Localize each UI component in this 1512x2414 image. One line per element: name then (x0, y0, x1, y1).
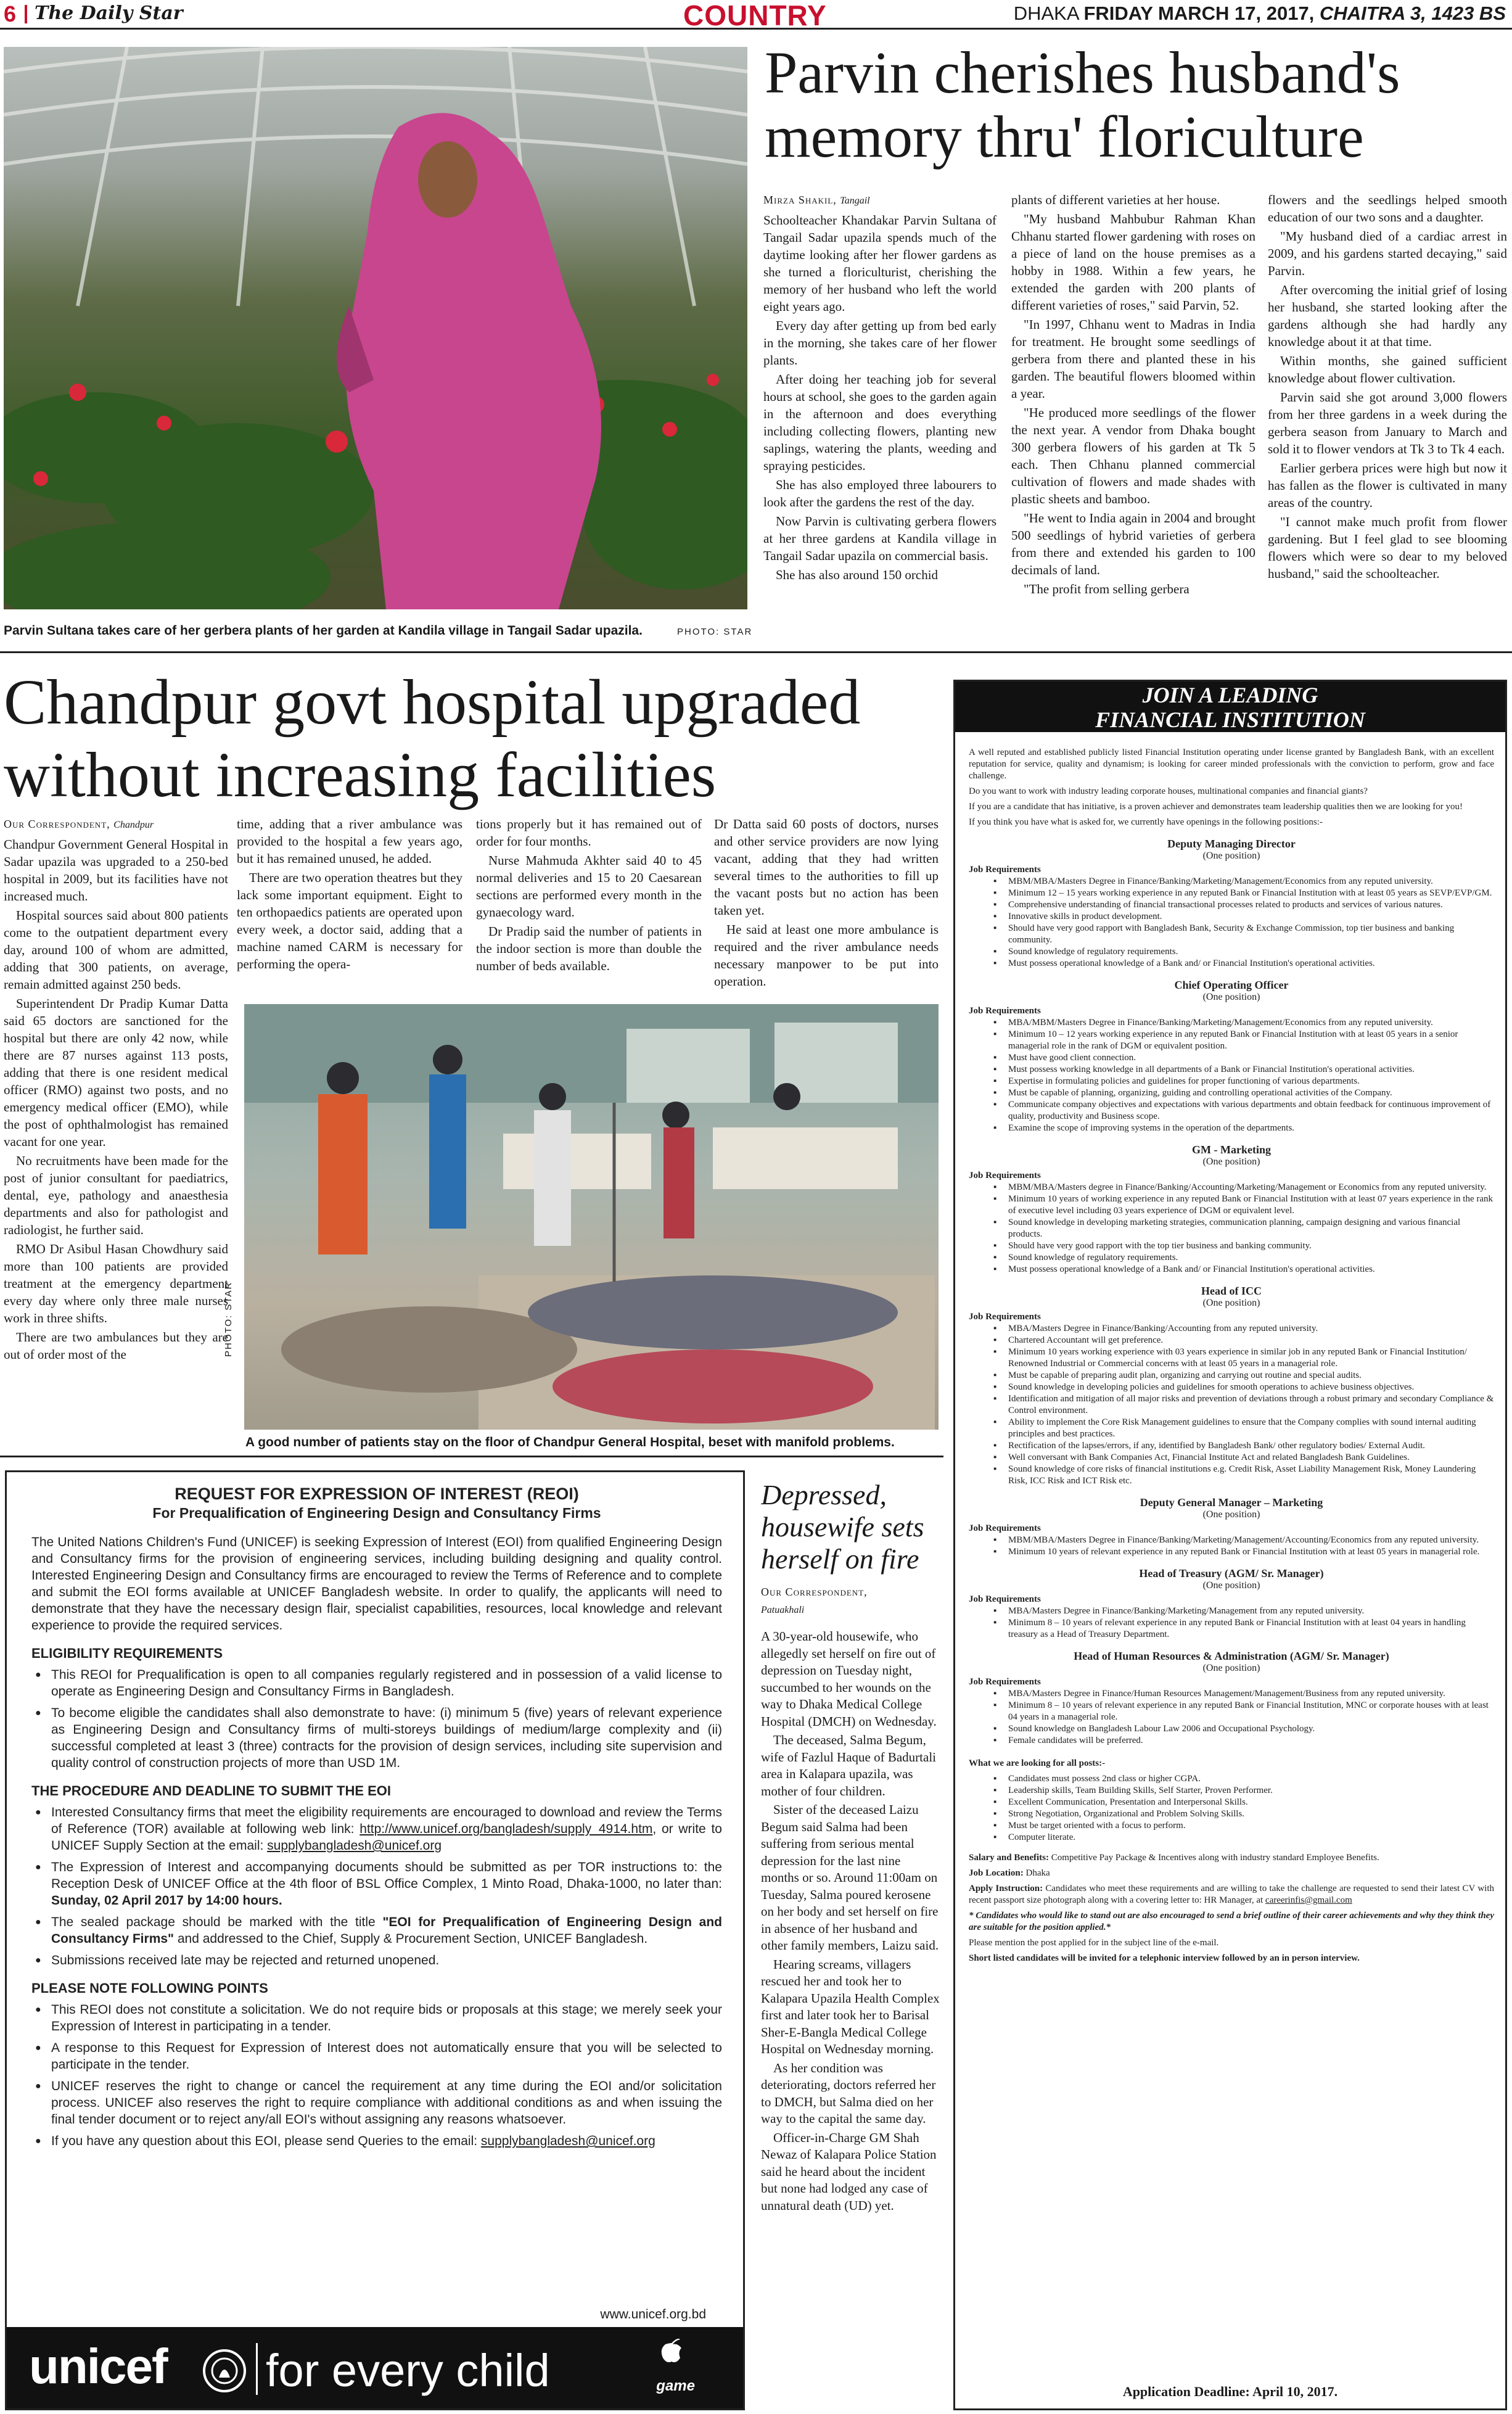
position-title: Head of Treasury (AGM/ Sr. Manager) (1139, 1567, 1324, 1580)
paragraph: "He went to India again in 2004 and brought 500 seedlings of hybrid varieties of gerbera from there and extended his garden to 100 decimals of land. (1011, 511, 1255, 577)
reoi-intro: The United Nations Children's Fund (UNICEF) is seeking Expression of Interest (EOI) from qualified Engineering Design and Consultancy firms for the provision of engineering services, including building designing and quality control. Interested Engineering Design and Consultancy firms are encouraged to review the Terms of Reference and to complete and submit the EOI forms available at UNICEF Bangladesh website. In order to qualify, the applicants will need to demonstrate that they have the necessary design flair, specialist capabilities, resources, local knowledge and relevant experience to provide the required services. (31, 1535, 722, 1633)
unicef-tagline: for every child (266, 2345, 550, 2396)
byline-name: Mirza Shakil, (763, 194, 837, 206)
byline-name: Our Correspondent, (761, 1586, 868, 1598)
dateline (1014, 2, 1506, 25)
reoi-section-title: PLEASE NOTE FOLLOWING POINTS (31, 1980, 268, 1996)
story2-column-3 (476, 815, 702, 1000)
procedure-text: , or write to UNICEF Supply Section at the email: (51, 1822, 722, 1853)
requirement-item: ▪ Sound knowledge of regulatory requirements. (1008, 946, 1494, 958)
requirement-item: ▪ Ability to implement the Core Risk Management guidelines to ensure that the Company complies with sound internal auditing principles and best practices. (1008, 1417, 1494, 1440)
salary-info (969, 1852, 1494, 1864)
ad-intro: If you are a candidate that has initiative, is a proven achiever and demonstrates team leadership qualities then we are looking for you! (969, 802, 1463, 812)
paragraph: There are two operation theatres but they lack some important equipment. Eight to ten orthopaedics patients are operated upon every week, a doctor said, adding that a machine named CARM is necessary for performing the opera- (237, 870, 462, 971)
unicef-website[interactable]: www.unicef.org.bd (600, 2307, 706, 2321)
requirement-item: ▪ MBM/MBA/Masters Degree in Finance/Banking/Marketing/Management/Economics from any reputed university. (1008, 876, 1494, 888)
reoi-section-title: THE PROCEDURE AND DEADLINE TO SUBMIT THE EOI (31, 1783, 392, 1798)
ad-intro: Do you want to work with industry leading corporate houses, multinational companies and financial giants? (969, 786, 1368, 796)
story3 (761, 1479, 940, 2410)
location-label: Job Location: (969, 1868, 1024, 1878)
paragraph: "In 1997, Chhanu went to Madras in India for treatment. He brought some seedlings of gerbera from there and planted these in his garden. The beautiful flowers bloomed within a year. (1011, 317, 1255, 401)
paragraph: "My husband Mahbubur Rahman Khan Chhanu started flower gardening with roses on a piece of land on the house premises as a hobby in 1988. Within a few years, he extended the garden with 200 plants of different varieties of roses," said Parvin, 52. (1011, 212, 1255, 313)
story1-column-3 (1268, 191, 1507, 648)
story2-headline: Chandpur govt hospital upgraded without increasing facilities (4, 667, 861, 810)
note-item: ● This REOI does not constitute a solicitation. We do not require bids or proposals at this stage; we merely seek your Expression of Interest in participating in a tender. (51, 2001, 722, 2035)
requirements-list (969, 1605, 1494, 1641)
dateline-day: FRIDAY MARCH 17, 2017, (1083, 2, 1315, 24)
story1-photo-caption: Parvin Sultana takes care of her gerbera plants of her garden at Kandila village in Tangail Sadar upazila. (4, 624, 643, 638)
application-deadline: Application Deadline: April 10, 2017. (1122, 2384, 1338, 2399)
story1-byline (763, 191, 996, 210)
requirement-item: ▪ Must possess working knowledge in all departments of a Bank or Financial Institution's operational activities. (1008, 1064, 1494, 1076)
position-count: (One position) (1202, 992, 1260, 1002)
query-email-link[interactable]: supplybangladesh@unicef.org (480, 2134, 655, 2148)
paragraph: Hearing screams, villagers rescued her and took her to Kalapara Upazila Health Complex first and later took her to Barisal Sher-E-Bangla Medical College Hospital on Wednesday morning. (761, 1956, 940, 2056)
lookfor-item: ▪ Candidates must possess 2nd class or higher CGPA. (1008, 1773, 1494, 1785)
paragraph: After overcoming the initial grief of losing her husband, she started looking after the gardens although she had hardly any knowledge about it at that time. (1268, 282, 1507, 349)
unicef-banner (7, 2327, 743, 2408)
story2-column-4 (714, 815, 939, 1000)
paragraph: As her condition was deteriorating, doctors referred her to DMCH, but Salma died on her way to the capital the same day. (761, 2060, 936, 2126)
apple-icon (659, 2336, 684, 2364)
paragraph: A 30-year-old housewife, who allegedly set herself on fire out of depression on Tuesday night, succumbed to her wounds on the way to Dhaka Medical College Hospital (DMCH) on Wednesday. (761, 1629, 937, 1729)
story2-column-1 (4, 815, 228, 1454)
requirement-item: ▪ Must be capable of preparing audit plan, organizing and carrying out routine and special audits. (1008, 1370, 1494, 1382)
paragraph: "I cannot make much profit from flower gardening. But I feel glad to see blooming flowers which were so dear to my beloved husband," said the schoolteacher. (1268, 514, 1507, 581)
position-count: (One position) (1202, 1663, 1260, 1673)
position-count: (One position) (1202, 1580, 1260, 1591)
requirement-item: ▪ Identification and mitigation of all major risks and prevention of deviations through a robust primary and secondary Compliance & Control environment. (1008, 1393, 1494, 1417)
requirement-item: ▪ Sound knowledge of regulatory requirements. (1008, 1252, 1494, 1264)
requirement-item: ▪ Minimum 8 – 10 years of relevant experience in any reputed Bank or Financial Institution, MNC or corporate houses with at least 04 years in a managerial role. (1008, 1700, 1494, 1723)
ad-note: * Candidates who would like to stand out are also encouraged to send a brief outline of their career achievements and why they think they are suitable for the position applied.* (969, 1911, 1494, 1932)
procedure-item: ● Submissions received late may be rejected and returned unopened. (51, 1952, 722, 1969)
position-title: Head of Human Resources & Administration (AGM/ Sr. Manager) (1074, 1650, 1389, 1662)
position-title: Chief Operating Officer (1174, 979, 1289, 991)
procedure-text: The sealed package should be marked with the title (51, 1915, 383, 1929)
paragraph: Dr Pradip said the number of patients in the indoor section is more than double the number of beds available. (476, 924, 702, 973)
paper-name: The Daily Star (35, 2, 183, 24)
paragraph: He said at least one more ambulance is required and the river ambulance needs necessary manpower to be put into operation. (714, 922, 939, 989)
job-requirements-label: Job Requirements (969, 1523, 1041, 1533)
procedure-item (51, 1859, 722, 1909)
requirement-item: ▪ MBM/MBA/Masters degree in Finance/Banking/Accounting/Marketing/Management or Economics from any reputed university. (1008, 1182, 1494, 1193)
requirement-item: ▪ Should have very good rapport with the top tier business and banking community. (1008, 1240, 1494, 1252)
page-number-divider (25, 5, 27, 23)
story2-bottom-divider (0, 1456, 943, 1457)
requirement-item: ▪ Examine the scope of improving systems in the operation of the departments. (1008, 1123, 1494, 1134)
job-requirements-label: Job Requirements (969, 1171, 1041, 1180)
paragraph: Officer-in-Charge GM Shah Newaz of Kalapara Police Station said he heard about the incident but none had lodged any case of unnatural death (UD) yet. (761, 2130, 937, 2213)
requirement-item: ▪ Innovative skills in product development. (1008, 911, 1494, 923)
requirements-list (969, 1017, 1494, 1134)
position-title: GM - Marketing (1192, 1143, 1271, 1156)
eligibility-list (31, 1666, 722, 1771)
lookfor-list (969, 1773, 1494, 1843)
note-item: ● A response to this Request for Expression of Interest does not automatically ensure that you will be selected to participate in the tender. (51, 2040, 722, 2073)
ad-mention: Please mention the post applied for in the subject line of the e-mail. (969, 1938, 1219, 1948)
story2-photo (244, 1004, 939, 1430)
paragraph: Parvin said she got around 3,000 flowers from her three gardens in a week during the gerbera season from January to March and sold it to flower vendors at Tk 3 to Tk 4 each. (1268, 390, 1507, 456)
requirement-item: ▪ Should have very good rapport with Bangladesh Bank, Security & Exchange Commission, top tier business and banking community. (1008, 923, 1494, 946)
greenhouse-illustration (4, 47, 747, 609)
requirement-item: ▪ Well conversant with Bank Companies Act, Financial Institute Act and related Bangladesh Bank Guidelines. (1008, 1452, 1494, 1464)
section-label: COUNTRY (683, 0, 827, 31)
byline-place: Tangail (840, 196, 870, 206)
lookfor-item: ▪ Must be target oriented with a focus to perform. (1008, 1820, 1494, 1832)
story2-photo-caption: A good number of patients stay on the floor of Chandpur General Hospital, beset with manifold problems. (245, 1435, 895, 1449)
dateline-bangla: CHAITRA 3, 1423 BS (1319, 2, 1506, 24)
salary-label: Salary and Benefits: (969, 1853, 1050, 1863)
lookfor-item: ▪ Leadership skills, Team Building Skills, Self Starter, Proven Performer. (1008, 1785, 1494, 1797)
requirement-item: ▪ Sound knowledge in developing marketing strategies, communication planning, campaign designing and various financial products. (1008, 1217, 1494, 1240)
paragraph: Hospital sources said about 800 patients come to the outpatient department every day, around 100 of whom are admitted, adding that 300 patients, on average, remain admitted against 250 beds. (4, 908, 228, 992)
paragraph: Nurse Mahmuda Akhter said 40 to 45 normal deliveries and 15 to 20 Caesarean sections are performed every month in the gynaecology ward. (476, 853, 702, 920)
eligibility-item: ● To become eligible the candidates shall also demonstrate to have: (i) minimum 5 (five) years of relevant experience as Engineering Design and Consultancy firms of multi-storeys buildings of medium/large complexity and (ii) successful completed at least 3 (three) contracts for the provision of design services, including site supervision and quality control of construction projects of more than USD 1M. (51, 1705, 722, 1771)
requirement-item: ▪ Sound knowledge in developing policies and guidelines for smooth operations to achieve business objectives. (1008, 1382, 1494, 1393)
story3-headline: Depressed, housewife sets herself on fire (761, 1479, 924, 1575)
story1-photo-credit: PHOTO: STAR (677, 627, 753, 637)
paragraph: "My husband died of a cardiac arrest in 2009, and his gardens started decaying," said Parvin. (1268, 229, 1507, 278)
paragraph: "The profit from selling gerbera (1024, 582, 1189, 596)
procedure-item (51, 1914, 722, 1947)
paragraph: plants of different varieties at her house. (1011, 192, 1220, 207)
requirement-item: ▪ Sound knowledge on Bangladesh Labour Law 2006 and Occupational Psychology. (1008, 1723, 1494, 1735)
notes-list (31, 2001, 722, 2149)
story1-photo (4, 47, 747, 609)
byline-name: Our Correspondent, (4, 818, 110, 830)
supply-email-link[interactable]: supplybangladesh@unicef.org (267, 1839, 442, 1853)
lookfor-item: ▪ Computer literate. (1008, 1832, 1494, 1843)
paragraph: "He produced more seedlings of the flower the next year. A vendor from Dhaka bought 300 gerbera flowers of his garden at Tk 5 each. Then Chhanu planned commercial cultivation of flowers and made shades with plastic sheets and bamboo. (1011, 405, 1255, 506)
requirement-item: ▪ Must be capable of planning, organizing, guiding and controlling operational activities of the Company. (1008, 1087, 1494, 1099)
requirement-item: ▪ Must possess operational knowledge of a Bank and/ or Financial Institution's operational activities. (1008, 1264, 1494, 1275)
byline-place: Chandpur (113, 820, 154, 830)
paragraph: Earlier gerbera prices were high but now it has fallen as the flower is cultivated in many areas of the country. (1268, 461, 1507, 510)
requirement-item: ▪ Expertise in formulating policies and guidelines for proper functioning of various departments. (1008, 1076, 1494, 1087)
location-text: Dhaka (1023, 1868, 1050, 1878)
banner-divider (256, 2343, 258, 2395)
procedure-text: Interested Consultancy firms that meet the eligibility requirements are encouraged to download and review the Terms of Reference (TOR) available at following web link: (51, 1805, 722, 1836)
position-title: Deputy Managing Director (1167, 838, 1296, 850)
procedure-list (31, 1804, 722, 1969)
apply-info (969, 1883, 1494, 1906)
lookfor-item: ▪ Excellent Communication, Presentation and Interpersonal Skills. (1008, 1797, 1494, 1808)
requirements-list (969, 1534, 1494, 1558)
requirements-list (969, 1182, 1494, 1275)
ad-title-line2: FINANCIAL INSTITUTION (1095, 707, 1365, 732)
requirement-item: ▪ Communicate company objectives and expectations with various departments and obtain feedback for continuous improvement of quality, productivity and Business scope. (1008, 1099, 1494, 1123)
location-info (969, 1868, 1494, 1879)
paragraph: Superintendent Dr Pradip Kumar Datta said 65 doctors are sanctioned for the hospital but there are only 42 now, while there are 87 nurses against 113 posts, adding that there is one resident medical officer (RMO) against two posts, and no emergency medical officer (EMO), while the post of ophthalmologist has remained vacant for one year. (4, 996, 228, 1149)
paragraph: Sister of the deceased Laizu Begum said Salma had been suffering from serious mental depression for the last nine months or so. Around 11:00am on Tuesday, Salma poured kerosene on her body and set herself on fire in absence of her husband and other family members, Laizu said. (761, 1802, 939, 1953)
apply-text: Candidates who meet these requirements and are willing to take the challenge are requested to send their latest CV with recent passport size photograph along with a covering letter to: HR Manager, at (969, 1884, 1494, 1905)
ad-shortlist: Short listed candidates will be invited for a telephonic interview followed by an in person interview. (969, 1953, 1360, 1963)
reoi-subtitle: For Prequalification of Engineering Design and Consultancy Firms (152, 1505, 601, 1521)
package-title: "EOI for Prequalification of Engineering Design and Consultancy Firms" (51, 1915, 722, 1946)
story2-byline (4, 815, 228, 834)
story1-column-1 (763, 191, 996, 648)
paragraph: RMO Dr Asibul Hasan Chowdhury said more than 100 patients are provided treatment at the emergency department every day where only three male nurses work in three shifts. (4, 1242, 228, 1325)
salary-text: Competitive Pay Package & Incentives along with industry standard Employee Benefits. (1049, 1853, 1379, 1863)
paragraph: She has also around 150 orchid (776, 567, 939, 582)
position-count: (One position) (1202, 1156, 1260, 1167)
ad-intro: If you think you have what is asked for, we currently have openings in the following positions:- (969, 817, 1323, 827)
paragraph: The deceased, Salma Begum, wife of Fazlul Haque of Badurtali area in Kalapara upazila, was mother of four children. (761, 1732, 936, 1798)
game-label: game (656, 2378, 695, 2394)
story1-column-2 (1011, 191, 1255, 648)
hospital-ward-illustration (244, 1004, 939, 1430)
story2-photo-credit: PHOTO: STAR (223, 1281, 234, 1357)
position-title: Head of ICC (1201, 1285, 1262, 1297)
requirement-item: ▪ Minimum 10 – 12 years working experience in any reputed Bank or Financial Institution with at least 05 years in a senior managerial role in the rank of DGM or equivalent position. (1008, 1029, 1494, 1052)
requirements-list (969, 1323, 1494, 1487)
lookfor-title: What we are looking for all posts:- (969, 1758, 1106, 1768)
positions-list (969, 838, 1494, 1747)
paragraph: tions properly but it has remained out of order for four months. (476, 817, 702, 849)
reoi-title: REQUEST FOR EXPRESSION OF INTEREST (REOI) (175, 1485, 579, 1503)
eligibility-item: ● This REOI for Prequalification is open to all companies regularly registered and in possession of a valid license to operate as Engineering Design and Consultancy Firms in Bangladesh. (51, 1666, 722, 1700)
story3-body (761, 1584, 940, 2216)
paragraph: There are two ambulances but they are out of order most of the (4, 1330, 228, 1362)
financial-ad (953, 680, 1507, 2410)
financial-ad-header (955, 682, 1505, 732)
job-requirements-label: Job Requirements (969, 1006, 1041, 1016)
requirement-item: ▪ Minimum 10 years working experience with 03 years experience in similar job in any reputed Bank or Financial Institution/ Renowned Industrial or Commercial concerns with at least 05 years in a managerial role. (1008, 1346, 1494, 1370)
procedure-text: The Expression of Interest and accompanying documents should be submitted as per TOR instructions to: the Reception Desk of UNICEF Office at the 4th floor of BSL Office Complex, 1 Minto Road, Dhaka-1000, no later than: (51, 1860, 722, 1891)
position-count: (One position) (1202, 1298, 1260, 1308)
note-item: ● UNICEF reserves the right to change or cancel the requirement at any time during the EOI and/or solicitation process. UNICEF also reserves the right to require compliance with additional conditions as and when issuing the final tender document or to reject any/all EOI's without assigning any reasons whatsoever. (51, 2078, 722, 2128)
requirement-item: ▪ MBA/Masters Degree in Finance/Banking/Accounting from any reputed university. (1008, 1323, 1494, 1335)
story2-column-2 (237, 815, 462, 1000)
unicef-emblem-icon (202, 2348, 247, 2394)
paragraph: She has also employed three labourers to look after the gardens the rest of the day. (763, 477, 996, 509)
requirement-item: ▪ Must have good client connection. (1008, 1052, 1494, 1064)
financial-ad-body (969, 743, 1494, 1968)
requirement-item: ▪ Minimum 10 years of relevant experience in any reputed Bank or Financial Institution with at least 05 years in managerial role. (1008, 1546, 1494, 1558)
requirement-item: ▪ MBA/Masters Degree in Finance/Human Resources Management/Management/Business from any reputed university. (1008, 1688, 1494, 1700)
job-requirements-label: Job Requirements (969, 1594, 1041, 1604)
paragraph: Every day after getting up from bed early in the morning, she takes care of her flower plants. (763, 318, 996, 368)
requirement-item: ▪ MBA/Masters Degree in Finance/Banking/Marketing/Management from any reputed university. (1008, 1605, 1494, 1617)
page-number: 6 (4, 1, 17, 27)
note-item (51, 2133, 722, 2149)
paragraph: Within months, she gained sufficient knowledge about flower cultivation. (1268, 353, 1507, 385)
requirement-item: ▪ Chartered Accountant will get preference. (1008, 1335, 1494, 1346)
reoi-ad (5, 1470, 745, 2410)
reoi-body (31, 1486, 722, 2154)
position-count: (One position) (1202, 851, 1260, 861)
story3-byline (761, 1584, 940, 1618)
requirement-item: ▪ Minimum 8 – 10 years of relevant experience in any reputed Bank or Financial Institution with at least 04 years in handling treasury as a Head of Treasury Department. (1008, 1617, 1494, 1641)
procedure-text: and addressed to the Chief, Supply & Procurement Section, UNICEF Bangladesh. (174, 1932, 648, 1946)
note-text: If you have any question about this EOI, please send Queries to the email: (51, 2134, 481, 2148)
unicef-logo-text: unicef (29, 2339, 167, 2394)
paragraph: Chandpur Government General Hospital in Sadar upazila was upgraded to a 250-bed hospital in 2009, but its facilities have not increased much. (4, 837, 228, 904)
requirement-item: ▪ MBM/MBA/Masters Degree in Finance/Banking/Marketing/Management/Accounting/Economics from any reputed university. (1008, 1534, 1494, 1546)
requirement-item: ▪ Comprehensive understanding of financial transactional processes related to products and services of various natures. (1008, 899, 1494, 911)
requirement-item: ▪ Minimum 12 – 15 years working experience in any reputed Bank or Financial Institution with at least 05 years as SEVP/EVP/GM. (1008, 888, 1494, 899)
paragraph: No recruitments have been made for the post of junior consultant for paediatrics, dental, eye, pathology and anaesthesia departments and also for pathologist and radiologist, he further said. (4, 1153, 228, 1237)
lookfor-item: ▪ Strong Negotiation, Organizational and Problem Solving Skills. (1008, 1808, 1494, 1820)
tor-link[interactable]: http://www.unicef.org/bangladesh/supply_4914.htm (360, 1822, 653, 1836)
paragraph: flowers and the seedlings helped smooth education of our two sons and a daughter. (1268, 192, 1507, 225)
procedure-item (51, 1804, 722, 1854)
requirements-list (969, 876, 1494, 970)
requirement-item: ▪ Sound knowledge of core risks of financial institutions e.g. Credit Risk, Asset Liability Management Risk, Money Laundering Risk, ICC Risk and ICT Risk etc. (1008, 1464, 1494, 1487)
requirement-item: ▪ MBA/MBM/Masters Degree in Finance/Banking/Marketing/Management/Economics from any reputed university. (1008, 1017, 1494, 1029)
requirement-item: ▪ Must possess operational knowledge of a Bank and/ or Financial Institution's operational activities. (1008, 958, 1494, 970)
paragraph: Schoolteacher Khandakar Parvin Sultana of Tangail Sadar upazila spends much of the daytime looking after her flower gardens as she turned a floriculturist, cherishing the memory of her husband who left the world eight years ago. (763, 213, 996, 314)
requirement-item: ▪ Rectification of the lapses/errors, if any, identified by Bangladesh Bank/ other regulatory bodies/ External Audit. (1008, 1440, 1494, 1452)
story1-divider (0, 651, 1512, 653)
reoi-section-title: ELIGIBILITY REQUIREMENTS (31, 1646, 223, 1661)
dateline-city: DHAKA (1013, 2, 1079, 24)
position-count: (One position) (1202, 1509, 1260, 1520)
requirement-item: ▪ Female candidates will be preferred. (1008, 1735, 1494, 1747)
paragraph: time, adding that a river ambulance was provided to the hospital a few years ago, but it has remained unused, he added. (237, 817, 462, 866)
ad-title-line1: JOIN A LEADING (1142, 683, 1318, 707)
paragraph: After doing her teaching job for several hours at school, she goes to the garden again in the afternoon and does everything including collecting flowers, planting new saplings, watering the plants, weeding and spraying pesticides. (763, 372, 996, 473)
apply-label: Apply Instruction: (969, 1884, 1043, 1893)
requirements-list (969, 1688, 1494, 1747)
masthead (0, 0, 1512, 30)
requirement-item: ▪ Minimum 10 years of working experience in any reputed Bank or Financial Institution with at least 07 years experience in the rank of executive level including 03 years experience of DGM or equivalent level. (1008, 1193, 1494, 1217)
paragraph: Now Parvin is cultivating gerbera flowers at her three gardens at Kandila village in Tangail Sadar upazila on commercial basis. (763, 514, 996, 563)
job-requirements-label: Job Requirements (969, 865, 1041, 875)
byline-place: Patuakhali (761, 1604, 805, 1615)
story1-headline: Parvin cherishes husband's memory thru' floriculture (765, 39, 1400, 170)
submission-deadline: Sunday, 02 April 2017 by 14:00 hours. (51, 1893, 282, 1908)
job-requirements-label: Job Requirements (969, 1677, 1041, 1687)
apply-email-link[interactable]: careerinfis@gmail.com (1265, 1895, 1352, 1905)
paragraph: Dr Datta said 60 posts of doctors, nurses and other service providers are now lying vacant, adding that they had written several times to the authorities to fill up the vacant posts but no action has been taken yet. (714, 817, 939, 918)
position-title: Deputy General Manager – Marketing (1140, 1496, 1323, 1509)
job-requirements-label: Job Requirements (969, 1312, 1041, 1322)
ad-intro: A well reputed and established publicly listed Financial Institution operating under license granted by Bangladesh Bank, with an excellent reputation for service, quality and dynamism; is looking for career minded professionals with the conviction to perform, grow and face challenge. (969, 748, 1494, 781)
